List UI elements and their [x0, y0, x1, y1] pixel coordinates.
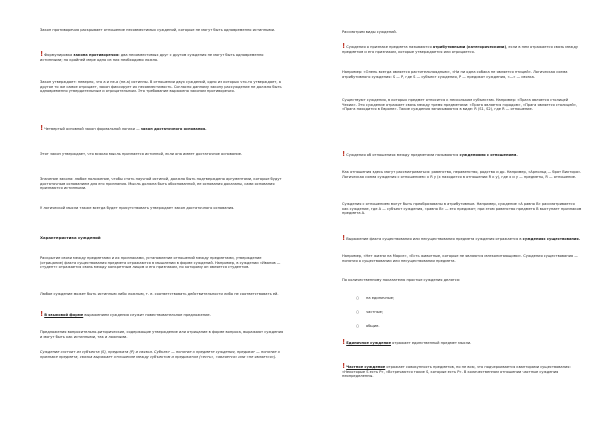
left-paragraph-5: Этот закон утверждает, что всякая мысль признается истинной, если она имеет достаточное основание. [40, 152, 243, 156]
bullet-icon: ○ [356, 296, 360, 300]
left-paragraph-1: Закон противоречия раскрывает отношение несовместимых суждений, которые не могут быть одновременно истинными. [40, 28, 276, 32]
right-paragraph-1: Рассмотрим виды суждений. [342, 30, 397, 34]
exclamation-icon: ! [342, 234, 346, 242]
right-paragraph-5: !Суждения об отношениях между предметами называются суждениями с отношением. [342, 150, 518, 158]
left-paragraph-7: У логической мысли также всегда будет присутствовать утверждает закон достаточного основания. [40, 206, 235, 210]
right-paragraph-2: !Суждения о признаке предмета называются атрибутивными (категорическими), если в нем отражается связь между предметом и его признаком, которые утверждается или отрицается. [342, 42, 579, 54]
right-paragraph-7: Суждения с отношением могут быть преобразованы в атрибутивные. Например, суждение «А равно B» рассматривается как суждение, где A — субъект суждения, «равно B» — его предикат; при этом равенство предмета B выступает признаком предмета А. [342, 202, 582, 216]
list-item: ○ общие. [356, 324, 380, 328]
right-paragraph-3: Например: «Олень всегда является растительноядным», «Ни ни одна собака не является птицей». Логическая схема атрибутивного суждения: S — P, где S — субъект суждения, P — предикат суждения, «—» — связка. [342, 70, 568, 79]
left-paragraph-9: Любое суждение может быть истинным либо ложным, т. е. соответствовать действительности либо не соответствовать ей. [40, 292, 279, 296]
left-paragraph-12: Суждение состоит из субъекта (S), предиката (P) и связки. Субъект — понятие о предмете суждения, предикат — понятие о признаке предмета, связка выражает отношение между субъектом и предикатом («есть», «является» или «не является»). [40, 350, 280, 359]
right-paragraph-8: !Выражение факта существования или несуществования предмета суждения отражается в суждениях существования. [342, 234, 581, 242]
section-heading: Характеристика суждений [40, 235, 101, 240]
list-item: ○ частные; [356, 310, 384, 314]
bullet-icon: ○ [356, 310, 360, 314]
list-item: ○ на единичные; [356, 296, 395, 300]
exclamation-icon: ! [342, 42, 346, 50]
right-paragraph-10: По количественному показателю простые суждения делятся: [342, 278, 461, 282]
left-column [40, 0, 285, 424]
exclamation-icon: ! [342, 150, 346, 158]
right-paragraph-11: !Единичное суждение отражает единственный предмет мысли. [342, 338, 472, 346]
left-paragraph-3: Закон утверждает: неверно, что a и не-a (не-a) истинны. В отношении двух суждений, одно из которых что-то утверждает, а другое то же самое отрицает, закон фиксирует их несовместимость. Согласно данному закону рассуждение не должно быть одновременно утвердительным и отрицательным. Это требование выражено законом противоречия. [40, 80, 282, 94]
exclamation-icon: ! [342, 338, 346, 346]
exclamation-icon: ! [40, 124, 44, 132]
left-paragraph-2: !Формулировка закона противоречия: два несовместимых друг с другом суждения не могут быть одновременно истинными; по крайней мере одно из них необходимо ложно. [40, 50, 264, 62]
left-paragraph-11: Предложения вопросительно-риторические, содержащие утверждение или отрицание в форме вопроса, выражают суждения и могут быть как истинными, так и ложными. [40, 330, 284, 339]
exclamation-icon: ! [342, 362, 346, 370]
left-paragraph-6: Значение закона: любое положение, чтобы стать научной истиной, должно быть подтверждено аргументами, которые будут достаточным основанием для его признания. Мысль должна быть обоснованной, ее основания доказаны, сами основания признаются истинными. [40, 177, 282, 191]
right-paragraph-4: Существуют суждения, в которых предмет относится к нескольким субъектам. Например: «Прага является столицей Чехии». Это суждение отражает связь между тремя предметами: «Прага является городом», «Прага является столицей», «Прага находится в Европе». Такие суждения записываются в виде: R (S1, S2), где R — отношение. [342, 98, 578, 112]
left-paragraph-8: Раскрытие связи между предметами и их признаками, установление отношений между предметами, утверждение (отрицание) факта существования предмета отражаются в мышлении в форме суждений. Например, в суждении «Иванов — студент» отражается связь между конкретным лицом и его признаком, по которому он является студентом. [40, 256, 281, 270]
exclamation-icon: ! [40, 310, 44, 318]
left-paragraph-10: !В языковой форме выражением суждения служит повествовательное предложение. [40, 310, 211, 318]
right-paragraph-9: Например, «Нет жизни на Марсе», «Есть животные, которые не являются млекопитающими». Суждения существования — понятия о существовании или несуществовании предмета. [342, 254, 578, 263]
right-paragraph-12: !Частное суждение отражает совокупность предметов, но не всю, что подчеркивается кванторами существования: «Некоторые S есть P», «Встречаются такие S, которые есть P». В количественном отношении частные суждения неопределенны. [342, 362, 571, 379]
right-column [342, 0, 582, 424]
right-paragraph-6: Как отношения здесь могут рассматриваться: равенство, неравенство, родство и др. Например, «Арнольд — брат Виктора». Логическая схема суждения с отношением: x R y (x находится в отношении R к y), где x и y — предметы, R — отношение. [342, 170, 582, 179]
left-paragraph-4: !Четвертый основной закон формальной логики — закон достаточного основания. [40, 124, 207, 132]
bullet-icon: ○ [356, 324, 360, 328]
exclamation-icon: ! [40, 50, 44, 58]
